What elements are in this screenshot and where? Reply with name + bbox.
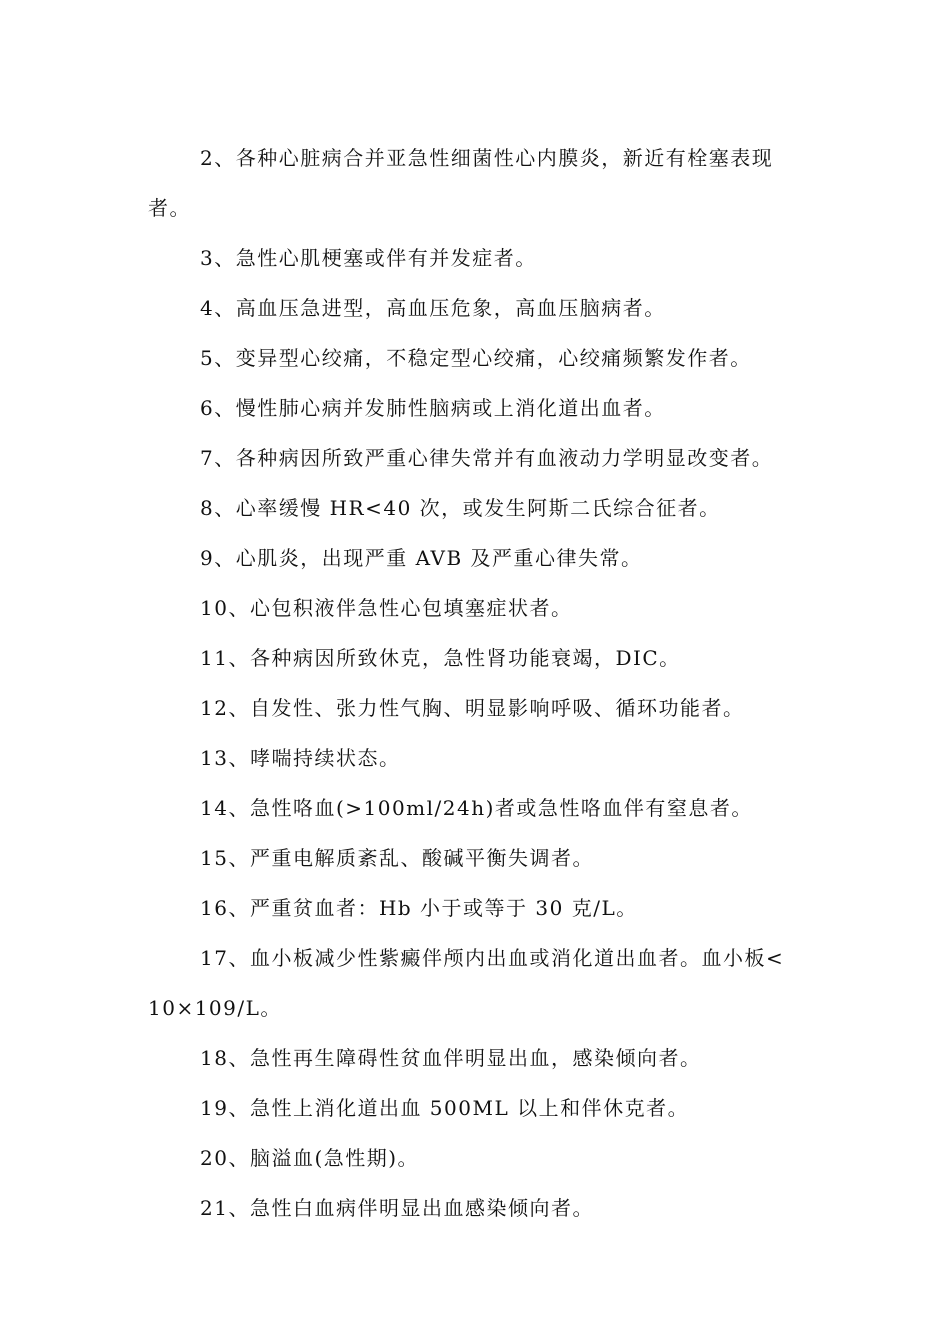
document-body: [148, 133, 798, 1233]
list-item: 11、各种病因所致休克，急性肾功能衰竭，DIC。: [200, 646, 681, 670]
list-item: 12、自发性、张力性气胸、明显影响呼吸、循环功能者。: [200, 696, 745, 720]
list-item: 21、急性白血病伴明显出血感染倾向者。: [200, 1196, 594, 1220]
list-item: 10、心包积液伴急性心包填塞症状者。: [200, 596, 573, 620]
list-item: 3、急性心肌梗塞或伴有并发症者。: [200, 246, 537, 270]
list-item: 18、急性再生障碍性贫血伴明显出血，感染倾向者。: [200, 1046, 702, 1070]
list-item: 4、高血压急进型，高血压危象，高血压脑病者。: [200, 296, 666, 320]
list-item: 17、血小板减少性紫癜伴颅内出血或消化道出血者。血小板<10×109/L。: [148, 946, 785, 1020]
list-item: 7、各种病因所致严重心律失常并有血液动力学明显改变者。: [200, 446, 774, 470]
list-item: 13、哮喘持续状态。: [200, 746, 401, 770]
list-item: 2、各种心脏病合并亚急性细菌性心内膜炎，新近有栓塞表现者。: [148, 146, 774, 220]
list-item: 19、急性上消化道出血 500ML 以上和伴休克者。: [200, 1096, 690, 1120]
list-item: 16、严重贫血者：Hb 小于或等于 30 克/L。: [200, 896, 638, 920]
list-item: 8、心率缓慢 HR<40 次，或发生阿斯二氏综合征者。: [200, 496, 721, 520]
list-item: 20、脑溢血(急性期)。: [200, 1146, 420, 1170]
list-item: 14、急性咯血(>100ml/24h)者或急性咯血伴有窒息者。: [200, 796, 753, 820]
list-item: 9、心肌炎，出现严重 AVB 及严重心律失常。: [200, 546, 643, 570]
list-item: 5、变异型心绞痛，不稳定型心绞痛，心绞痛频繁发作者。: [200, 346, 752, 370]
list-item: 15、严重电解质紊乱、酸碱平衡失调者。: [200, 846, 594, 870]
list-item: 6、慢性肺心病并发肺性脑病或上消化道出血者。: [200, 396, 666, 420]
